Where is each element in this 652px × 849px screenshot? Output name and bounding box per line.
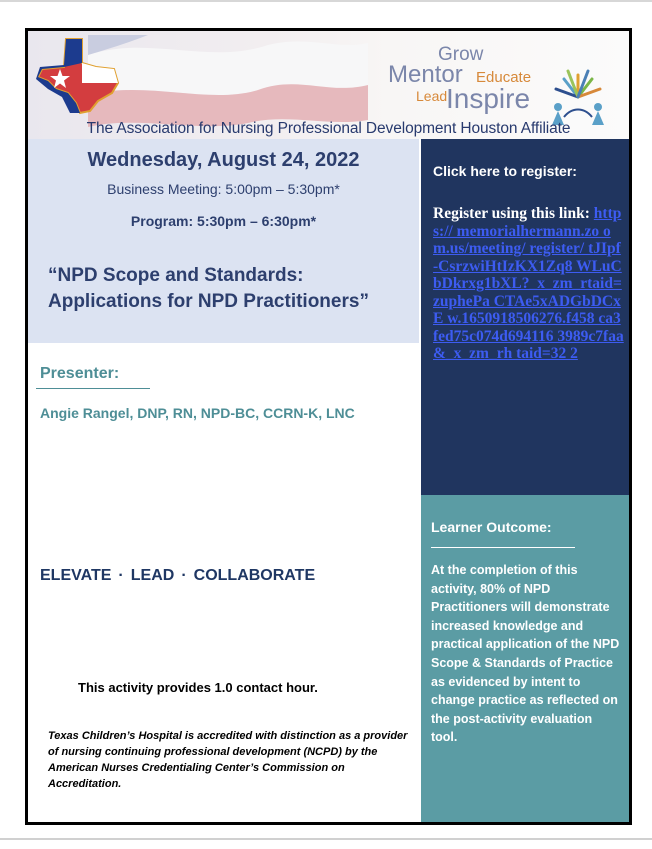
accreditation-statement: Texas Children’s Hospital is accredited with distinction as a provider of nursing continuing professional development (NCPD) by the American Nurses Credentialing Center’s Commission on Accreditation. xyxy=(48,730,408,790)
learner-outcome-text: At the completion of this activity, 80% of NPD Practitioners will demonstrate increased knowledge and practical application of the NPD Scope & Standards of Practice as evidenced by intent to change practice as reflected on the post-activity evaluation tool. xyxy=(431,563,620,745)
tagline-collaborate: COLLABORATE xyxy=(193,567,316,584)
tagline-elevate: ELEVATE xyxy=(40,567,112,584)
register-cta[interactable]: Click here to register: xyxy=(433,163,577,179)
association-name: The Association for Nursing Professional Development Houston Affiliate xyxy=(86,120,571,137)
texas-map-logo xyxy=(34,37,120,115)
tagline xyxy=(40,567,315,585)
register-instructions xyxy=(433,205,625,363)
tagline-separator: · xyxy=(118,567,124,584)
presenter-name: Angie Rangel, DNP, RN, NPD-BC, CCRN-K, LNC xyxy=(40,405,355,421)
event-flyer xyxy=(25,28,632,825)
registration-link[interactable]: https:// memorialhermann.zo o m.us/meeting/ register/ tJIpf-CsrzwiHtIzKX1Zq8 WLuC bDkrxg1bXL?_x_zm_rtaid=zuphePa CTAe5xADGbDCxE w.1650918506276.f458 ca3fed75c074d694116 3989c7faa&_x_zm_rh taid=32 2 xyxy=(433,205,624,362)
header-banner xyxy=(28,31,629,139)
slogan-lead: Lead xyxy=(416,88,448,104)
slogan-mentor: Mentor xyxy=(388,61,463,88)
business-meeting-time: Business Meeting: 5:00pm – 5:30pm* xyxy=(107,181,340,197)
top-divider xyxy=(0,0,652,2)
event-date: Wednesday, August 24, 2022 xyxy=(87,149,360,171)
learner-outcome-panel xyxy=(421,495,629,822)
event-details-panel xyxy=(28,139,419,343)
contact-hours: This activity provides 1.0 contact hour. xyxy=(78,680,318,695)
presenter-underline xyxy=(36,388,150,389)
register-prompt: Register using this link: xyxy=(433,205,590,222)
slogan-grow: Grow xyxy=(438,44,484,65)
tagline-lead: LEAD xyxy=(130,567,175,584)
program-time: Program: 5:30pm – 6:30pm* xyxy=(130,213,317,229)
learner-outcome-underline xyxy=(431,547,575,548)
people-tree-icon xyxy=(550,67,606,127)
slogan-inspire: Inspire xyxy=(446,83,531,114)
program-title: “NPD Scope and Standards: Applications for NPD Practitioners” xyxy=(48,265,369,312)
slogan-wordmark xyxy=(378,39,578,119)
tagline-separator: · xyxy=(181,567,187,584)
registration-panel xyxy=(421,139,629,495)
learner-outcome-heading: Learner Outcome: xyxy=(431,519,552,535)
bottom-divider xyxy=(0,838,652,840)
presenter-heading: Presenter: xyxy=(40,365,120,382)
slogan-educate: Educate xyxy=(476,69,532,86)
